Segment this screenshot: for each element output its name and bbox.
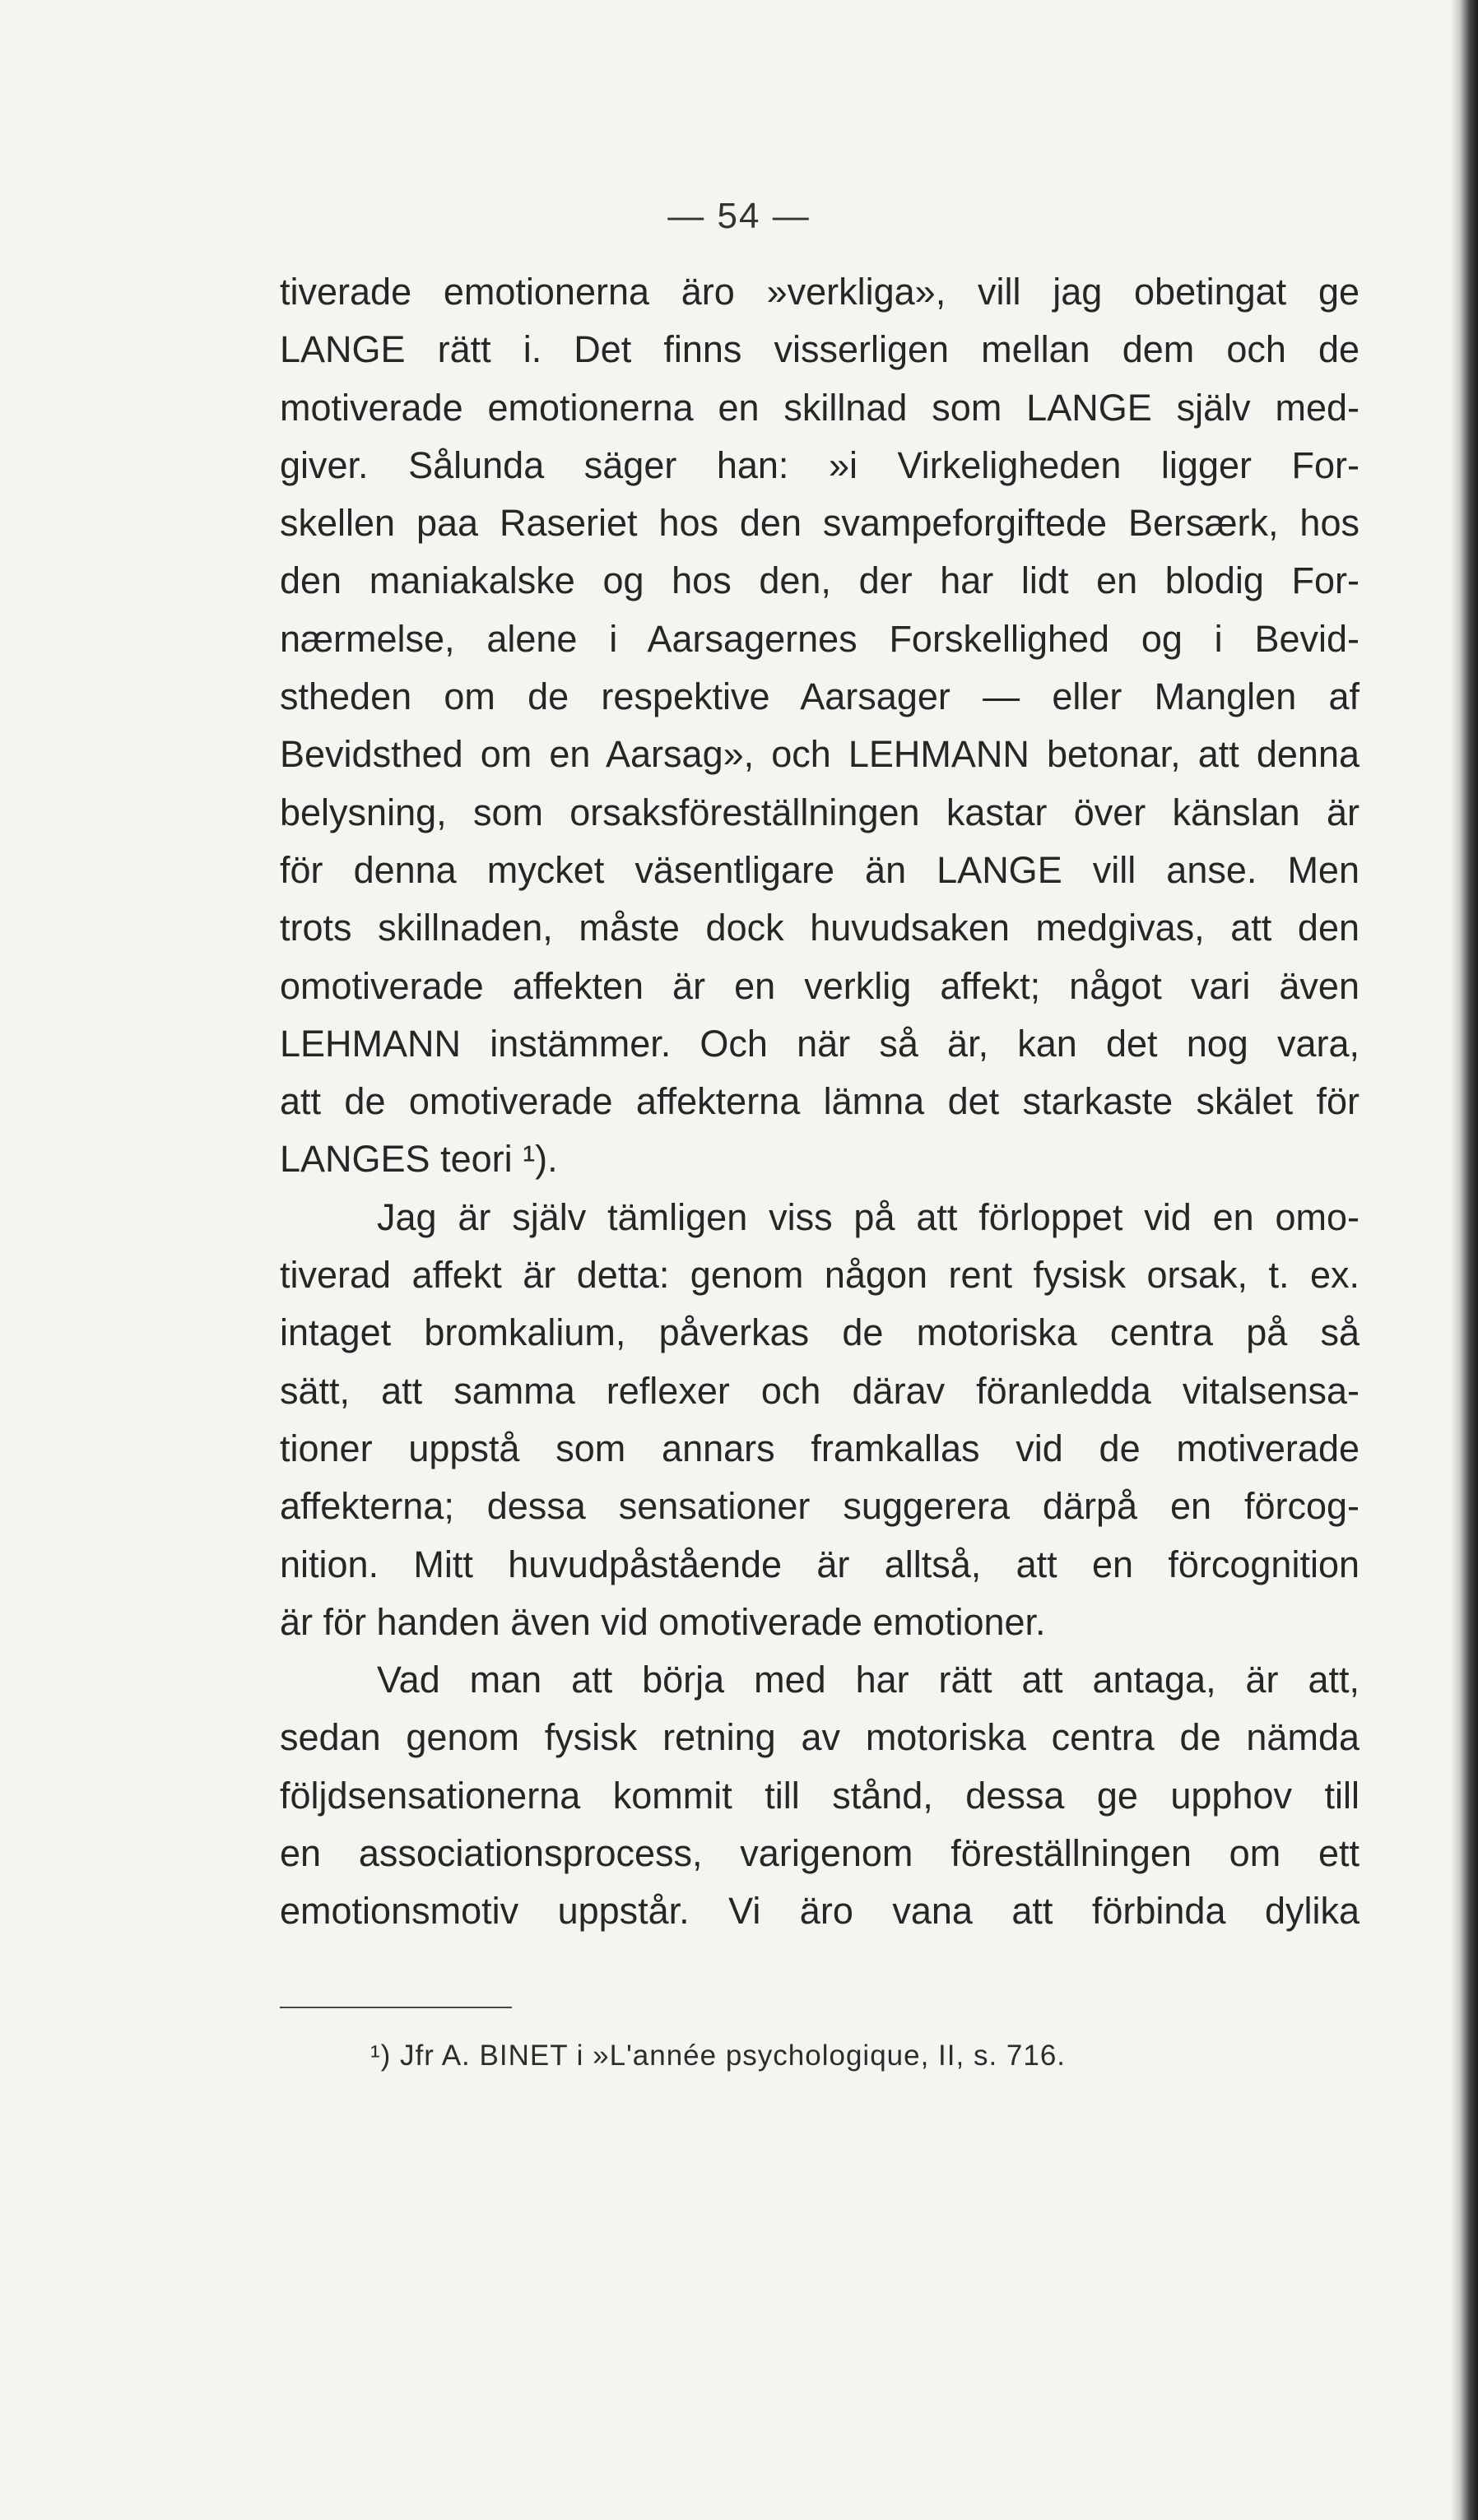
text-line: en associationsprocess, varigenom föreställningen om ett [280,1832,1359,1875]
text-line: Jag är själv tämligen viss på att förloppet vid en omo- [377,1195,1359,1238]
text-line: trots skillnaden, måste dock huvudsaken medgivas, att den [280,907,1359,949]
text-line: tioner uppstå som annars framkallas vid de motiverade [280,1427,1359,1469]
text-line: sedan genom fysisk retning av motoriska centra de nämda [280,1716,1359,1759]
text-line: den maniakalske og hos den, der har lidt en blodig For- [280,559,1359,602]
text-line: LANGE rätt i. Det finns visserligen mellan dem och de [280,328,1359,371]
text-line: tiverad affekt är detta: genom någon rent fysisk orsak, t. ex. [280,1254,1359,1297]
text-line: stheden om de respektive Aarsager — eller Manglen af [280,675,1359,718]
text-line: sätt, att samma reflexer och därav föranledda vitalsensa- [280,1369,1359,1412]
text-line: tiverade emotionerna äro »verkliga», vill jag obetingat ge [280,271,1359,313]
text-line: att de omotiverade affekterna lämna det starkaste skälet för [280,1080,1359,1123]
footnote-rule [280,2007,512,2008]
text-line: för denna mycket väsentligare än LANGE vill anse. Men [280,848,1359,891]
text-line: LEHMANN instämmer. Och när så är, kan det nog vara, [280,1022,1359,1065]
text-line: LANGES teori ¹). [280,1138,558,1181]
text-line: intaget bromkalium, påverkas de motoriska centra på så [280,1311,1359,1354]
footnote: ¹) Jfr A. BINET i »L'année psychologique, II, s. 716. [370,2040,1067,2072]
text-line: giver. Sålunda säger han: »i Virkeligheden ligger For- [280,443,1359,486]
text-line: Vad man att börja med har rätt att antaga, är att, [377,1659,1359,1701]
text-line: belysning, som orsaksföreställningen kastar över känslan är [280,791,1359,833]
text-line: omotiverade affekten är en verklig affekt; något vari även [280,964,1359,1007]
text-line: Bevidsthed om en Aarsag», och LEHMANN betonar, att denna [280,733,1359,776]
page-number: — 54 — [667,196,811,236]
body-text [280,263,1359,1941]
text-line: emotionsmotiv uppstår. Vi äro vana att förbinda dylika [280,1890,1359,1933]
text-line: affekterna; dessa sensationer suggerera därpå en förcog- [280,1485,1359,1528]
text-line: är för handen även vid omotiverade emotioner. [280,1600,1046,1643]
page-edge-shadow [1450,0,1478,2520]
text-line: följdsensationerna kommit till stånd, dessa ge upphov till [280,1774,1359,1817]
text-line: nærmelse, alene i Aarsagernes Forskellighed og i Bevid- [280,617,1359,660]
text-line: nition. Mitt huvudpåstående är alltså, att en förcognition [280,1543,1359,1585]
text-line: motiverade emotionerna en skillnad som LANGE själv med- [280,386,1359,429]
text-line: skellen paa Raseriet hos den svampeforgiftede Bersærk, hos [280,502,1359,545]
